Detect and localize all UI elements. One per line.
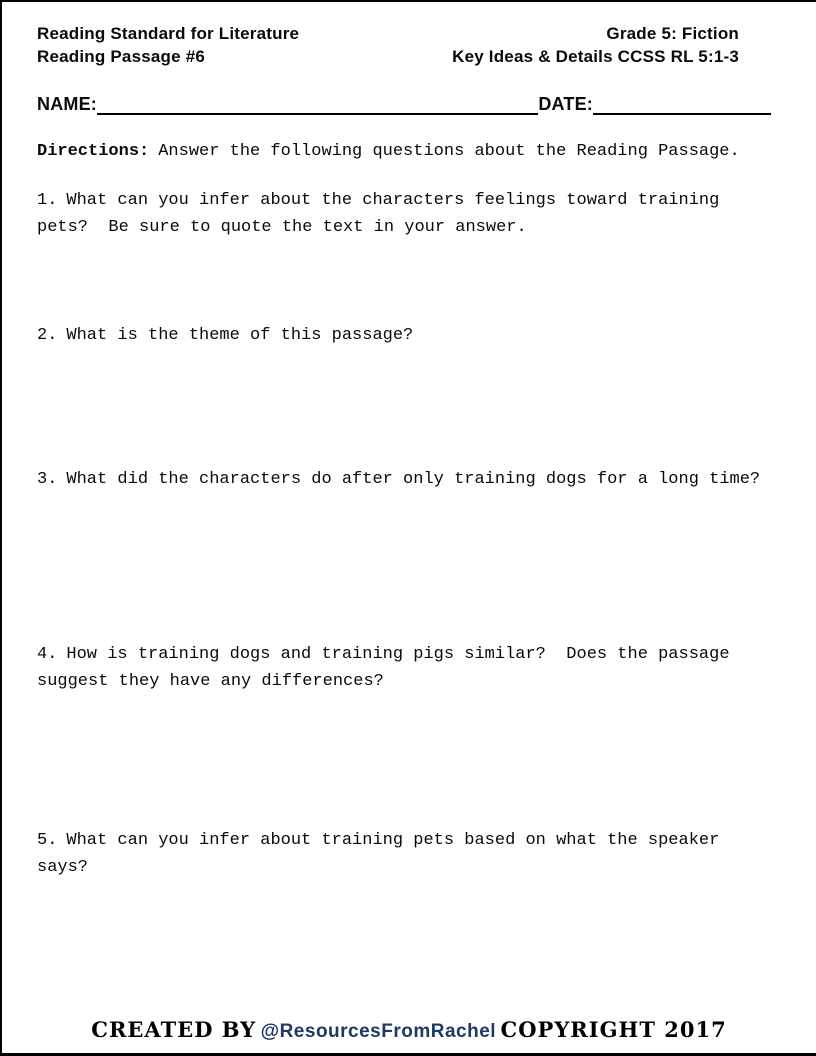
question-1-number: 1. bbox=[37, 191, 58, 210]
date-blank-line bbox=[593, 95, 771, 115]
directions-label: Directions: bbox=[37, 142, 150, 161]
question-3-text: What did the characters do after only training dogs for a long time? bbox=[66, 470, 761, 489]
question-2-number: 2. bbox=[37, 326, 58, 345]
name-blank-line bbox=[97, 95, 538, 115]
question-1 bbox=[37, 187, 777, 241]
footer-credit bbox=[2, 1017, 816, 1043]
question-4-number: 4. bbox=[37, 645, 58, 664]
question-1-text: What can you infer about the characters feelings toward training pets? Be sure to quote the text in your answer. bbox=[37, 191, 730, 237]
name-label: NAME: bbox=[37, 94, 97, 114]
date-label: DATE: bbox=[538, 94, 593, 114]
header-right bbox=[452, 22, 739, 68]
author-handle: @ResourcesFromRachel bbox=[260, 1021, 497, 1042]
question-4-text: How is training dogs and training pigs similar? Does the passage suggest they have any differences? bbox=[37, 645, 740, 691]
question-2 bbox=[37, 322, 777, 349]
header-passage-number: Reading Passage #6 bbox=[37, 47, 206, 66]
question-3 bbox=[37, 466, 777, 493]
header-standard-title: Reading Standard for Literature bbox=[37, 24, 300, 43]
name-date-row bbox=[37, 94, 771, 115]
copyright-text: COPYRIGHT 2017 bbox=[500, 1017, 727, 1042]
created-by-text: CREATED BY bbox=[91, 1017, 257, 1042]
question-4 bbox=[37, 641, 777, 695]
question-3-number: 3. bbox=[37, 470, 58, 489]
question-5 bbox=[37, 827, 777, 881]
header-standard-code: Key Ideas & Details CCSS RL 5:1-3 bbox=[452, 47, 739, 66]
directions-paragraph bbox=[37, 138, 777, 165]
header-grade-label: Grade 5: Fiction bbox=[606, 24, 739, 43]
question-5-text: What can you infer about training pets based on what the speaker says? bbox=[37, 831, 730, 877]
question-2-text: What is the theme of this passage? bbox=[66, 326, 414, 345]
directions-text: Answer the following questions about the Reading Passage. bbox=[158, 142, 740, 161]
header-left bbox=[37, 22, 299, 68]
question-5-number: 5. bbox=[37, 831, 58, 850]
page-header bbox=[37, 22, 771, 68]
